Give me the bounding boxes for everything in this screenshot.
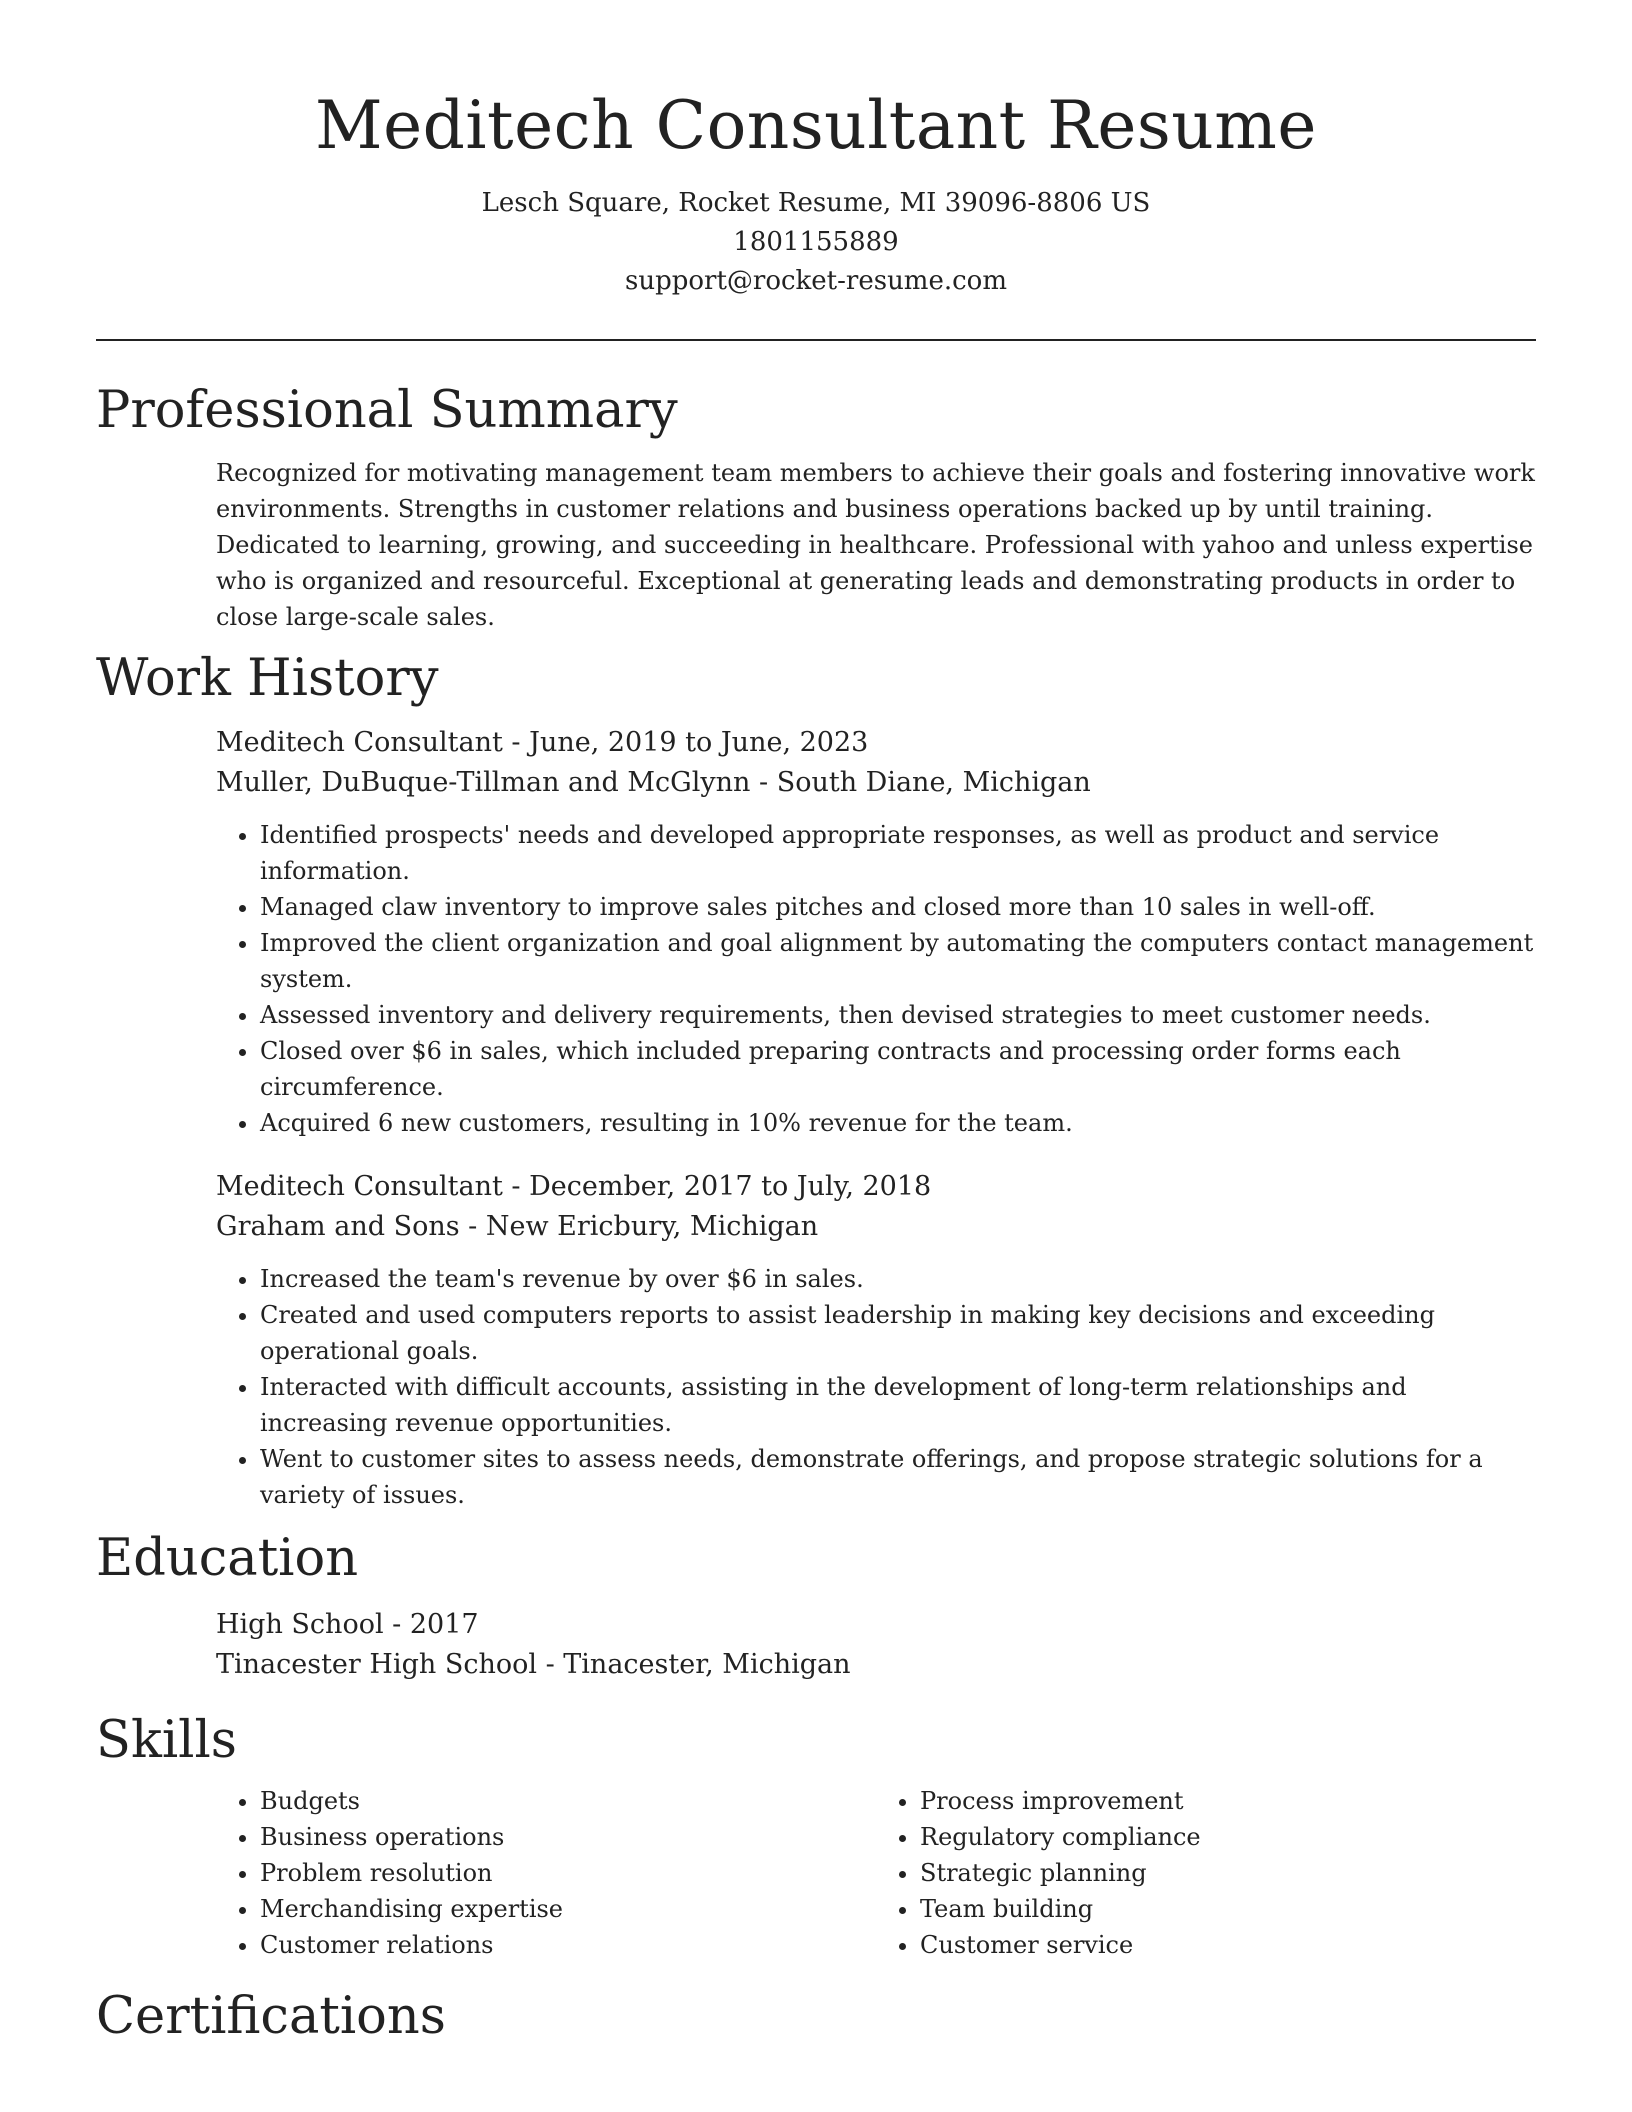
job-bullet: • Went to customer sites to assess needs, demonstrate offerings, and propose strategic solutions for a variety of issues. <box>260 1441 1536 1513</box>
job-bullet: • Identified prospects' needs and developed appropriate responses, as well as product and service information. <box>260 817 1536 889</box>
job-dates: - December, 2017 to July, 2018 <box>502 1171 932 1202</box>
job-role: Meditech Consultant <box>216 727 503 758</box>
job-title-line <box>216 1167 1536 1207</box>
email: support@rocket-resume.com <box>624 266 1007 296</box>
job-role: Meditech Consultant <box>216 1171 503 1202</box>
skills-section <box>96 1709 1536 1963</box>
skill-item: • Strategic planning <box>920 1855 1536 1891</box>
job-company: Muller, DuBuque-Tillman and McGlynn <box>216 767 751 798</box>
job-bullet: • Managed claw inventory to improve sales pitches and closed more than 10 sales in well-off. <box>260 889 1536 925</box>
resume-title: Meditech Consultant Resume <box>315 87 1317 164</box>
degree-line <box>216 1605 1536 1645</box>
degree: High School <box>216 1609 384 1640</box>
skill-item: • Business operations <box>260 1819 876 1855</box>
job-company-line <box>216 763 1536 803</box>
skills-columns <box>216 1773 1536 1963</box>
job-bullets <box>216 1261 1536 1513</box>
skills-heading: Skills <box>96 1711 237 1770</box>
summary-text: Recognized for motivating management team members to achieve their goals and fostering innovative work environments. Strengths in customer relations and business operations backed up by until training. Dedicated to learning, growing, and succeeding in healthcare. Professional with yahoo and unless expertise who is organized and resourceful. Exceptional at generating leads and demonstrating products in order to close large-scale sales. <box>216 459 1535 631</box>
skill-item: • Team building <box>920 1891 1536 1927</box>
skill-item: • Customer relations <box>260 1927 876 1963</box>
job-bullet: • Closed over $6 in sales, which included preparing contracts and processing order forms each circumference. <box>260 1033 1536 1105</box>
skills-list-left <box>216 1783 876 1963</box>
job-entry <box>216 723 1536 1141</box>
job-bullet: • Acquired 6 new customers, resulting in 10% revenue for the team. <box>260 1105 1536 1141</box>
certifications-heading: Certifications <box>96 1987 446 2046</box>
school-line <box>216 1645 1536 1685</box>
job-entry <box>216 1167 1536 1513</box>
education-section <box>96 1527 1536 1685</box>
header-divider <box>96 339 1536 341</box>
job-title-line <box>216 723 1536 763</box>
job-location: - South Diane, Michigan <box>750 767 1091 798</box>
job-company: Graham and Sons <box>216 1211 460 1242</box>
contact-block <box>96 184 1536 301</box>
work-history-heading: Work History <box>96 649 439 708</box>
job-bullet: • Created and used computers reports to assist leadership in making key decisions and exceeding operational goals. <box>260 1297 1536 1369</box>
skill-item: • Customer service <box>920 1927 1536 1963</box>
job-bullet: • Assessed inventory and delivery requirements, then devised strategies to meet customer needs. <box>260 997 1536 1033</box>
skill-item: • Problem resolution <box>260 1855 876 1891</box>
certifications-section <box>96 1985 1536 2049</box>
job-bullets <box>216 817 1536 1141</box>
skills-list-right <box>876 1783 1536 1963</box>
job-bullet: • Improved the client organization and goal alignment by automating the computers contact management system. <box>260 925 1536 997</box>
graduation-year: - 2017 <box>383 1609 479 1640</box>
phone: 1801155889 <box>733 227 899 257</box>
work-history-section <box>96 647 1536 1513</box>
summary-section <box>96 379 1536 635</box>
skill-item: • Merchandising expertise <box>260 1891 876 1927</box>
job-location: - New Ericbury, Michigan <box>459 1211 819 1242</box>
address: Lesch Square, Rocket Resume, MI 39096-8806 US <box>481 188 1151 218</box>
job-dates: - June, 2019 to June, 2023 <box>502 727 869 758</box>
resume-header <box>96 0 1536 301</box>
skill-item: • Regulatory compliance <box>920 1819 1536 1855</box>
school-name: Tinacester High School <box>216 1649 537 1680</box>
job-company-line <box>216 1207 1536 1247</box>
education-heading: Education <box>96 1529 359 1588</box>
summary-heading: Professional Summary <box>96 381 678 440</box>
school-location: - Tinacester, Michigan <box>537 1649 851 1680</box>
skill-item: • Process improvement <box>920 1783 1536 1819</box>
education-entry <box>216 1605 1536 1685</box>
skill-item: • Budgets <box>260 1783 876 1819</box>
job-bullet: • Interacted with difficult accounts, assisting in the development of long-term relationships and increasing revenue opportunities. <box>260 1369 1536 1441</box>
job-bullet: • Increased the team's revenue by over $6 in sales. <box>260 1261 1536 1297</box>
